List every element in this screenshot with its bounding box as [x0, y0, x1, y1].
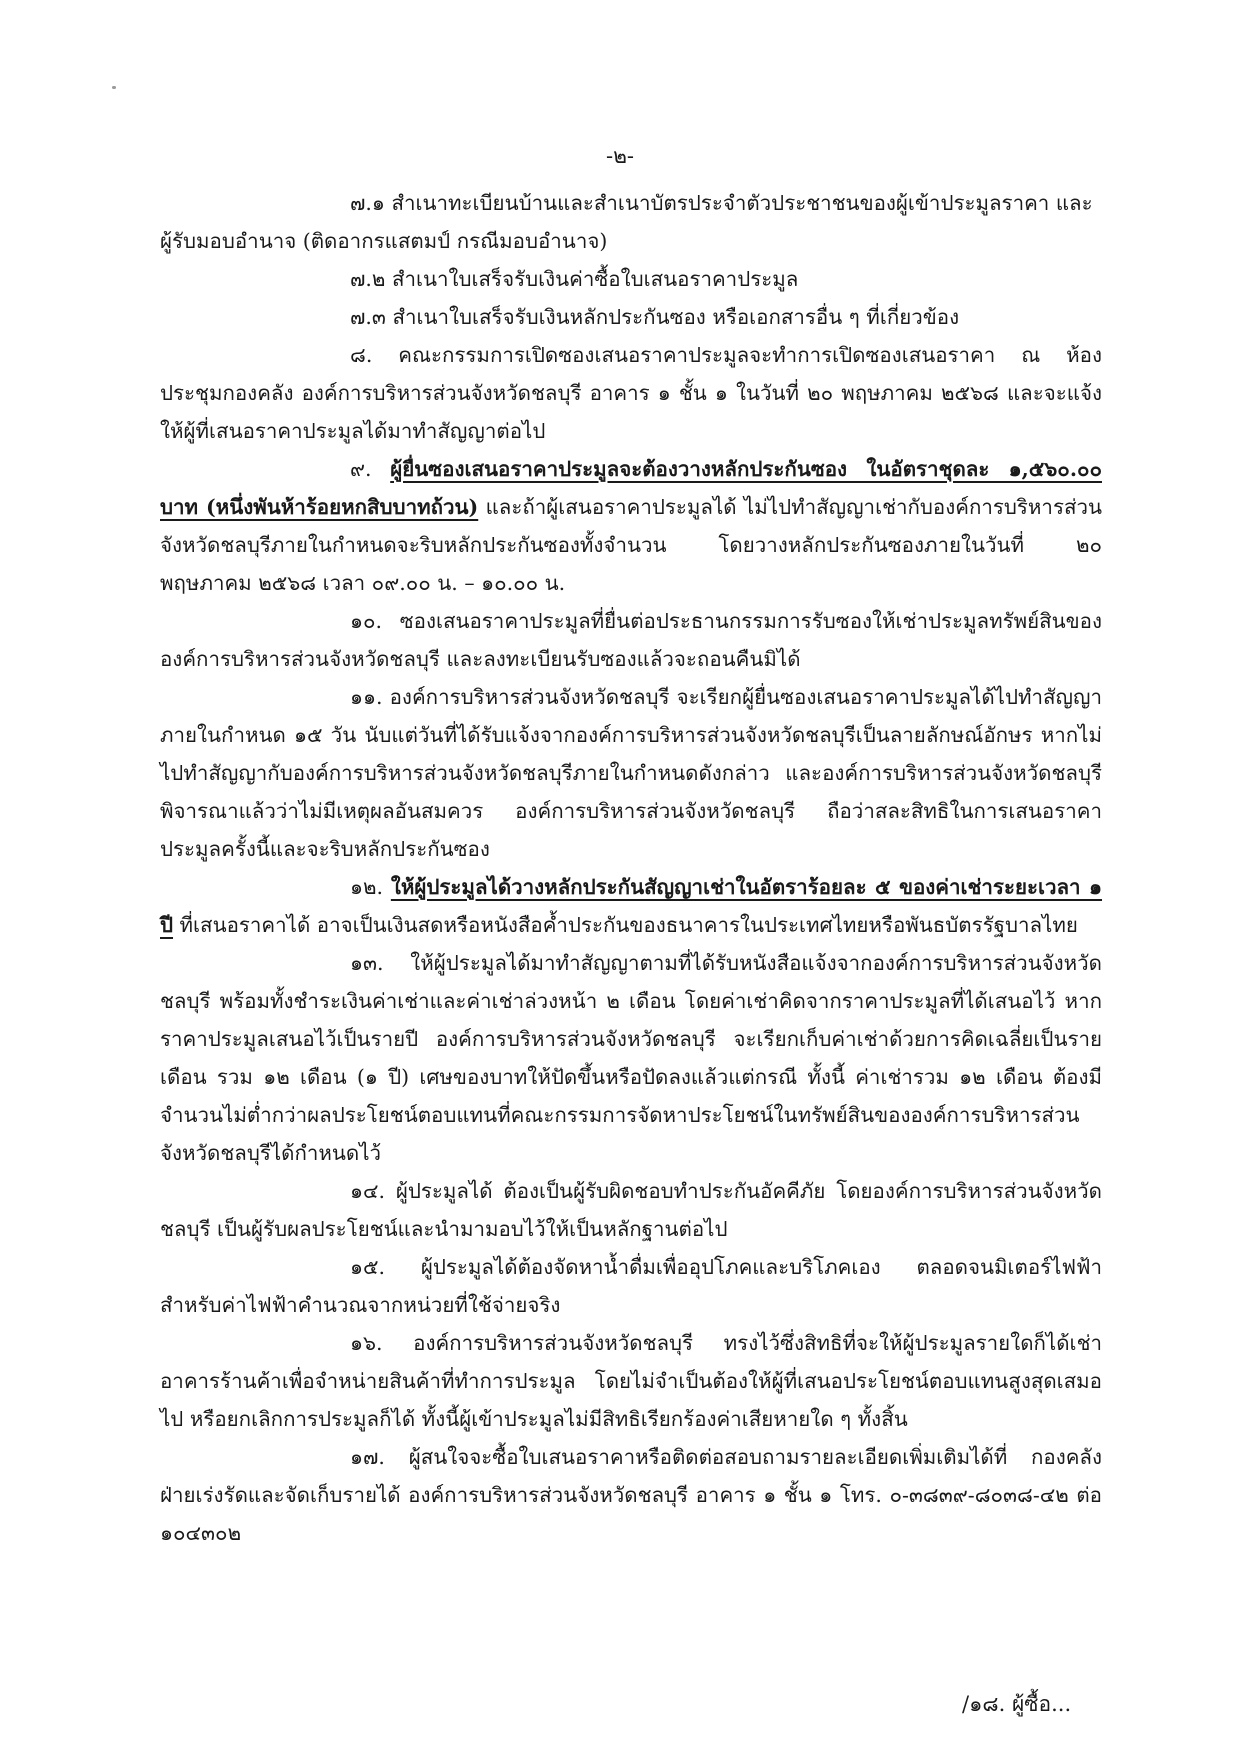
clause-9-number: ๙. — [350, 457, 391, 481]
clause-12-emphasis: ให้ผู้ประมูลได้วางหลักประกันสัญญาเช่าในอัตราร้อยละ ๕ ของค่าเช่าระยะเวลา ๑ ปี — [160, 875, 1103, 937]
clause-12-text: ที่เสนอราคาได้ อาจเป็นเงินสดหรือหนังสือค้ำประกันของธนาคารในประเทศไทยหรือพันธบัตรรัฐบาลไทย — [173, 913, 1078, 937]
clause-7-1-line1: ๗.๑ สำเนาทะเบียนบ้านและสำเนาบัตรประจำตัวประชาชนของผู้เข้าประมูลราคา และ — [350, 191, 1093, 215]
scan-speck — [112, 86, 116, 89]
clause-14: ๑๔. ผู้ประมูลได้ ต้องเป็นผู้รับผิดชอบทำประกันอัคคีภัย โดยองค์การบริหารส่วนจังหวัดชลบุรี เป็นผู้รับผลประโยชน์และนำมามอบไว้ให้เป็นหลักฐานต่อไป — [160, 1179, 1102, 1241]
clause-9-emphasis: ผู้ยื่นซองเสนอราคาประมูลจะต้องวางหลักประกันซอง ในอัตราชุดละ ๑,๕๖๐.๐๐ บาท (หนึ่งพันห้าร้อยหกสิบบาทถ้วน) — [160, 457, 1102, 519]
clause-10: ๑๐. ซองเสนอราคาประมูลที่ยื่นต่อประธานกรรมการรับซองให้เช่าประมูลทรัพย์สินขององค์การบริหารส่วนจังหวัดชลบุรี และลงทะเบียนรับซองแล้วจะถอนคืนมิได้ — [160, 609, 1102, 671]
clause-9 — [160, 450, 1102, 602]
clause-12 — [160, 868, 1102, 944]
clause-16: ๑๖. องค์การบริหารส่วนจังหวัดชลบุรี ทรงไว้ซึ่งสิทธิที่จะให้ผู้ประมูลรายใดก็ได้เช่าอาคารร้านค้าเพื่อจำหน่ายสินค้าที่ทำการประมูล โดยไม่จำเป็นต้องให้ผู้ที่เสนอประโยชน์ตอบแทนสูงสุดเสมอไป หรือยกเลิกการประมูลก็ได้ ทั้งนี้ผู้เข้าประมูลไม่มีสิทธิเรียกร้องค่าเสียหายใด ๆ ทั้งสิ้น — [160, 1331, 1102, 1431]
clause-7-3: ๗.๓ สำเนาใบเสร็จรับเงินหลักประกันซอง หรือเอกสารอื่น ๆ ที่เกี่ยวข้อง — [350, 305, 960, 329]
document-body — [160, 184, 1102, 1552]
clause-12-number: ๑๒. — [350, 875, 391, 899]
continuation-reference: /๑๘. ผู้ซื้อ... — [962, 1692, 1072, 1716]
clause-11: ๑๑. องค์การบริหารส่วนจังหวัดชลบุรี จะเรียกผู้ยื่นซองเสนอราคาประมูลได้ไปทำสัญญาภายในกำหนด ๑๕ วัน นับแต่วันที่ได้รับแจ้งจากองค์การบริหารส่วนจังหวัดชลบุรีเป็นลายลักษณ์อักษร หากไม่ไปทำสัญญากับองค์การบริหารส่วนจังหวัดชลบุรีภายในกำหนดดังกล่าว และองค์การบริหารส่วนจังหวัดชลบุรีพิจารณาแล้วว่าไม่มีเหตุผลอันสมควร องค์การบริหารส่วนจังหวัดชลบุรี ถือว่าสละสิทธิในการเสนอราคาประมูลครั้งนี้และจะริบหลักประกันซอง — [160, 685, 1102, 861]
clause-17: ๑๗. ผู้สนใจจะซื้อใบเสนอราคาหรือติดต่อสอบถามรายละเอียดเพิ่มเติมได้ที่ กองคลัง ฝ่ายเร่งรัดและจัดเก็บรายได้ องค์การบริหารส่วนจังหวัดชลบุรี อาคาร ๑ ชั้น ๑ โทร. ๐-๓๘๓๙-๘๐๓๘-๔๒ ต่อ ๑๐๔๓๐๒ — [160, 1445, 1102, 1545]
clause-9-text: และถ้าผู้เสนอราคาประมูลได้ ไม่ไปทำสัญญาเช่ากับองค์การบริหารส่วนจังหวัดชลบุรีภายในกำหนดจะริบหลักประกันซองทั้งจำนวน โดยวางหลักประกันซองภายในวันที่ ๒๐ พฤษภาคม ๒๕๖๘ เวลา ๐๙.๐๐ น. – ๑๐.๐๐ น. — [160, 495, 1102, 595]
clause-8: ๘. คณะกรรมการเปิดซองเสนอราคาประมูลจะทำการเปิดซองเสนอราคา ณ ห้องประชุมกองคลัง องค์การบริหารส่วนจังหวัดชลบุรี อาคาร ๑ ชั้น ๑ ในวันที่ ๒๐ พฤษภาคม ๒๕๖๘ และจะแจ้งให้ผู้ที่เสนอราคาประมูลได้มาทำสัญญาต่อไป — [160, 343, 1102, 443]
clause-15: ๑๕. ผู้ประมูลได้ต้องจัดหาน้ำดื่มเพื่ออุปโภคและบริโภคเอง ตลอดจนมิเตอร์ไฟฟ้าสำหรับค่าไฟฟ้าคำนวณจากหน่วยที่ใช้จ่ายจริง — [160, 1255, 1102, 1317]
clause-13: ๑๓. ให้ผู้ประมูลได้มาทำสัญญาตามที่ได้รับหนังสือแจ้งจากองค์การบริหารส่วนจังหวัดชลบุรี พร้อมทั้งชำระเงินค่าเช่าและค่าเช่าล่วงหน้า ๒ เดือน โดยค่าเช่าคิดจากราคาประมูลที่ได้เสนอไว้ หากราคาประมูลเสนอไว้เป็นรายปี องค์การบริหารส่วนจังหวัดชลบุรี จะเรียกเก็บค่าเช่าด้วยการคิดเฉลี่ยเป็นรายเดือน รวม ๑๒ เดือน (๑ ปี) เศษของบาทให้ปัดขึ้นหรือปัดลงแล้วแต่กรณี ทั้งนี้ ค่าเช่ารวม ๑๒ เดือน ต้องมีจำนวนไม่ต่ำกว่าผลประโยชน์ตอบแทนที่คณะกรรมการจัดหาประโยชน์ในทรัพย์สินขององค์การบริหารส่วนจังหวัดชลบุรีได้กำหนดไว้ — [160, 951, 1102, 1165]
clause-7-2: ๗.๒ สำเนาใบเสร็จรับเงินค่าซื้อใบเสนอราคาประมูล — [350, 267, 799, 291]
clause-7-1-line2: ผู้รับมอบอำนาจ (ติดอากรแสตมป์ กรณีมอบอำนาจ) — [160, 229, 608, 253]
page-number: -๒- — [605, 144, 635, 168]
